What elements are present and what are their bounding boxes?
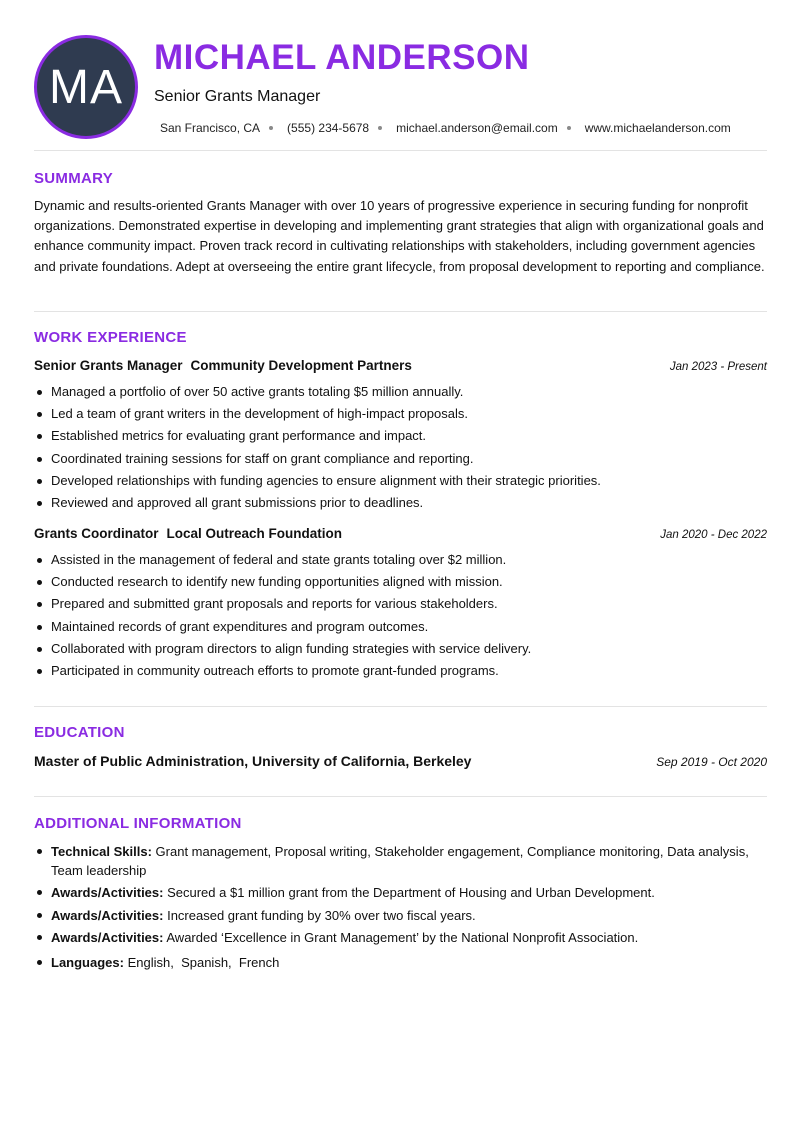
- list-item: Reviewed and approved all grant submissions prior to deadlines.: [34, 492, 767, 514]
- item-text: Awarded ‘Excellence in Grant Management’ by the National Nonprofit Association.: [166, 930, 639, 946]
- education-dates: Sep 2019 - Oct 2020: [656, 755, 767, 769]
- contact-email[interactable]: michael.anderson@email.com: [396, 121, 558, 135]
- contact-website[interactable]: www.michaelanderson.com: [584, 121, 731, 135]
- list-item: Coordinated training sessions for staff on grant compliance and reporting.: [34, 448, 767, 470]
- item-text: Increased grant funding by 30% over two fiscal years.: [167, 907, 476, 923]
- avatar: [34, 35, 138, 139]
- list-item: Developed relationships with funding agencies to ensure alignment with their strategic priorities.: [34, 470, 767, 492]
- list-item: Led a team of grant writers in the development of high-impact proposals.: [34, 403, 767, 425]
- job-dates: Jan 2020 - Dec 2022: [660, 529, 767, 541]
- separator-dot: [378, 126, 382, 130]
- additional-info-heading: ADDITIONAL INFORMATION: [34, 815, 242, 832]
- list-item: [34, 906, 767, 925]
- contact-phone: (555) 234-5678: [287, 121, 370, 135]
- item-label: Languages:: [51, 955, 124, 971]
- job-title: Grants Coordinator: [34, 526, 159, 541]
- item-label: Technical Skills:: [51, 844, 152, 859]
- work-experience-heading: WORK EXPERIENCE: [34, 329, 187, 346]
- item-text: Grant management, Proposal writing, Stakeholder engagement, Compliance monitoring, Data analysis, Team leadership: [51, 844, 749, 878]
- job-dates: Jan 2023 - Present: [669, 361, 767, 373]
- candidate-role: Senior Grants Manager: [154, 88, 321, 105]
- list-item: Conducted research to identify new funding opportunities aligned with mission.: [34, 571, 767, 593]
- education-entry: [34, 753, 767, 769]
- divider: [34, 796, 767, 797]
- job-bullets: [34, 549, 767, 682]
- education-degree: Master of Public Administration, University of California, Berkeley: [34, 753, 472, 769]
- job-header: [34, 526, 767, 541]
- list-item: Collaborated with program directors to align funding strategies with service delivery.: [34, 638, 767, 660]
- list-item: Managed a portfolio of over 50 active grants totaling $5 million annually.: [34, 381, 767, 403]
- avatar-initials: MA: [49, 60, 123, 114]
- education-heading: EDUCATION: [34, 724, 125, 741]
- list-item: Participated in community outreach efforts to promote grant-funded programs.: [34, 660, 767, 682]
- divider: [34, 706, 767, 707]
- job-bullets: [34, 381, 767, 514]
- list-item: [34, 953, 767, 972]
- separator-dot: [269, 126, 273, 130]
- job-organization: Community Development Partners: [190, 358, 412, 373]
- candidate-name: MICHAEL ANDERSON: [154, 38, 530, 77]
- contact-line: [160, 121, 731, 135]
- summary-text: Dynamic and results-oriented Grants Manager with over 10 years of progressive experience in securing funding for nonprofit organizations. Demonstrated expertise in developing and implementing grant strategies that align with organizational goals and enhance community impact. Proven track record in cultivating relationships with stakeholders, including government agencies and private foundations. Adept at overseeing the entire grant lifecycle, from proposal development to reporting and compliance.: [34, 198, 765, 274]
- job-header: [34, 358, 767, 373]
- list-item: [34, 842, 767, 880]
- item-label: Awards/Activities:: [51, 885, 164, 901]
- list-item: [34, 928, 767, 947]
- list-item: Maintained records of grant expenditures and program outcomes.: [34, 616, 767, 638]
- list-item: Established metrics for evaluating grant performance and impact.: [34, 425, 767, 447]
- item-label: Awards/Activities:: [51, 930, 164, 946]
- list-item: Prepared and submitted grant proposals and reports for various stakeholders.: [34, 593, 767, 615]
- summary-heading: SUMMARY: [34, 170, 114, 187]
- item-label: Awards/Activities:: [51, 907, 164, 923]
- item-text: Secured a $1 million grant from the Department of Housing and Urban Development.: [167, 885, 655, 901]
- list-item: [34, 883, 767, 902]
- separator-dot: [567, 126, 571, 130]
- divider: [34, 311, 767, 312]
- contact-location: San Francisco, CA: [160, 121, 261, 135]
- job-organization: Local Outreach Foundation: [166, 526, 343, 541]
- list-item: Assisted in the management of federal and state grants totaling over $2 million.: [34, 549, 767, 571]
- additional-info-list: [34, 842, 767, 976]
- item-text: English, Spanish, French: [127, 955, 280, 971]
- job-title: Senior Grants Manager: [34, 358, 183, 373]
- divider: [34, 150, 767, 151]
